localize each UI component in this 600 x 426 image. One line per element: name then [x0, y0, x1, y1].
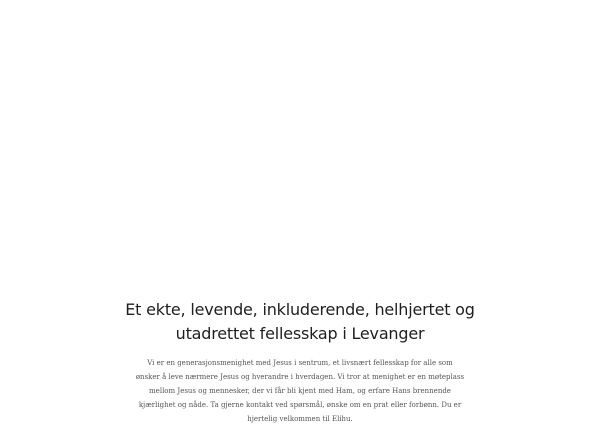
headline-line-2: utadrettet fellesskap i Levanger	[175, 324, 425, 343]
headline-line-1: Et ekte, levende, inkluderende, helhjertet og	[125, 300, 475, 319]
intro-section	[0, 298, 600, 426]
page-headline	[90, 298, 510, 346]
intro-paragraph: Vi er en generasjonsmenighet med Jesus i sentrum, et livsnært fellesskap for alle som ønsker å leve nærmere Jesus og hverandre i hverdagen. Vi tror at menighet er en møteplass mellom Jesus og mennesker, der vi får bli kjent med Ham, og erfare Hans brennende kjærlighet og nåde. Ta gjerne kontakt ved spørsmål, ønske om en prat eller forbønn. Du er hjertelig velkommen til Elihu.	[135, 359, 465, 423]
